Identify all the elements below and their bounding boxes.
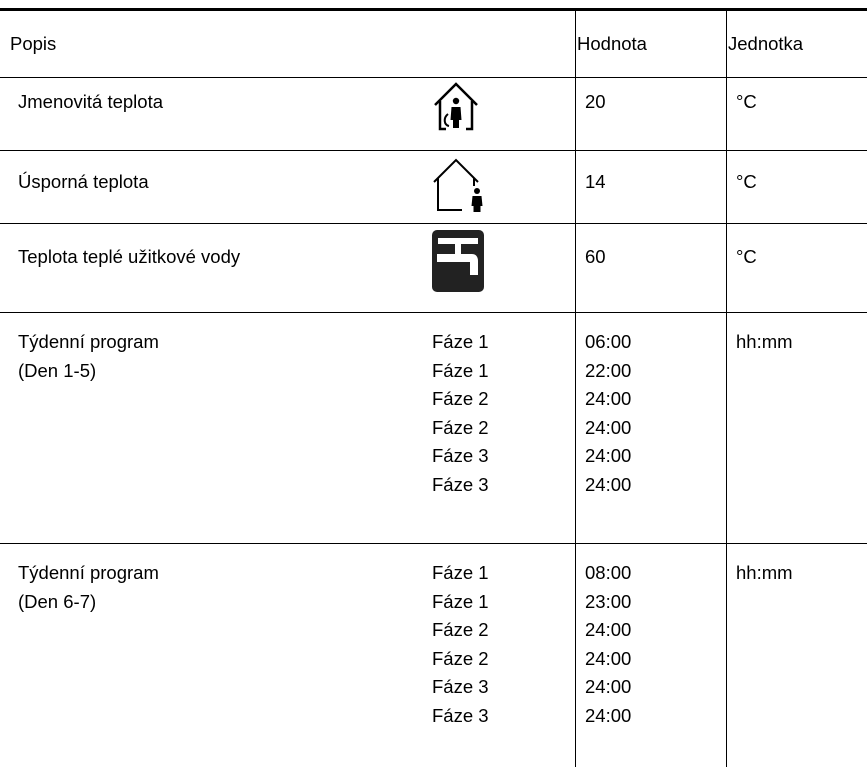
phase-label: Fáze 2	[432, 416, 489, 438]
header-hodnota: Hodnota	[577, 33, 647, 54]
program-values-den-6-7	[585, 559, 631, 730]
row-value-jmenovita: 20	[585, 91, 606, 112]
phase-time: 24:00	[585, 388, 632, 409]
phase-label: Fáze 1	[432, 331, 489, 352]
row-label-tuv: Teplota teplé užitkové vody	[18, 246, 241, 267]
phase-time: 24:00	[585, 445, 632, 466]
row-rule-4	[0, 543, 867, 544]
col-rule-value-left	[575, 11, 576, 767]
program-title: Týdenní program	[18, 562, 159, 583]
phase-label: Fáze 1	[432, 590, 489, 612]
phase-time: 06:00	[585, 331, 632, 352]
row-rule-1	[0, 150, 867, 151]
phase-label: Fáze 3	[432, 445, 489, 466]
row-label-usporna: Úsporná teplota	[18, 171, 149, 192]
row-unit-jmenovita: °C	[736, 91, 757, 112]
phase-label: Fáze 1	[432, 562, 489, 583]
phase-label: Fáze 3	[432, 473, 489, 495]
row-rule-2	[0, 223, 867, 224]
program-phases-den-6-7	[432, 559, 489, 730]
phase-label: Fáze 1	[432, 359, 489, 381]
program-phases-den-1-5	[432, 328, 489, 499]
program-label-den-6-7	[18, 559, 159, 616]
phase-label: Fáze 3	[432, 676, 489, 697]
program-unit-den-1-5: hh:mm	[736, 331, 793, 352]
house-outline-person-icon	[432, 156, 484, 219]
row-value-tuv: 60	[585, 246, 606, 267]
phase-label: Fáze 2	[432, 647, 489, 669]
phase-time: 24:00	[585, 704, 632, 726]
phase-time: 22:00	[585, 359, 632, 381]
phase-time: 08:00	[585, 562, 632, 583]
header-popis: Popis	[10, 33, 57, 54]
row-unit-usporna: °C	[736, 171, 757, 192]
row-label-jmenovita: Jmenovitá teplota	[18, 91, 164, 112]
program-unit-den-6-7: hh:mm	[736, 562, 793, 583]
row-rule-3	[0, 312, 867, 313]
program-values-den-1-5	[585, 328, 631, 499]
program-title: Týdenní program	[18, 331, 159, 352]
table-top-border	[0, 8, 867, 11]
phase-label: Fáze 2	[432, 388, 489, 409]
row-value-usporna: 14	[585, 171, 606, 192]
water-tap-icon	[432, 230, 484, 297]
phase-time: 24:00	[585, 473, 632, 495]
phase-time: 24:00	[585, 416, 632, 438]
program-days: (Den 6-7)	[18, 590, 97, 612]
phase-time: 23:00	[585, 590, 632, 612]
phase-time: 24:00	[585, 676, 632, 697]
house-person-icon	[432, 80, 480, 139]
col-rule-unit-left	[726, 11, 727, 767]
phase-label: Fáze 3	[432, 704, 489, 726]
program-days: (Den 1-5)	[18, 359, 97, 381]
program-label-den-1-5	[18, 328, 159, 385]
header-jednotka: Jednotka	[728, 33, 804, 54]
phase-label: Fáze 2	[432, 619, 489, 640]
phase-time: 24:00	[585, 647, 632, 669]
header-bottom-rule	[0, 77, 867, 78]
row-unit-tuv: °C	[736, 246, 757, 267]
phase-time: 24:00	[585, 619, 632, 640]
